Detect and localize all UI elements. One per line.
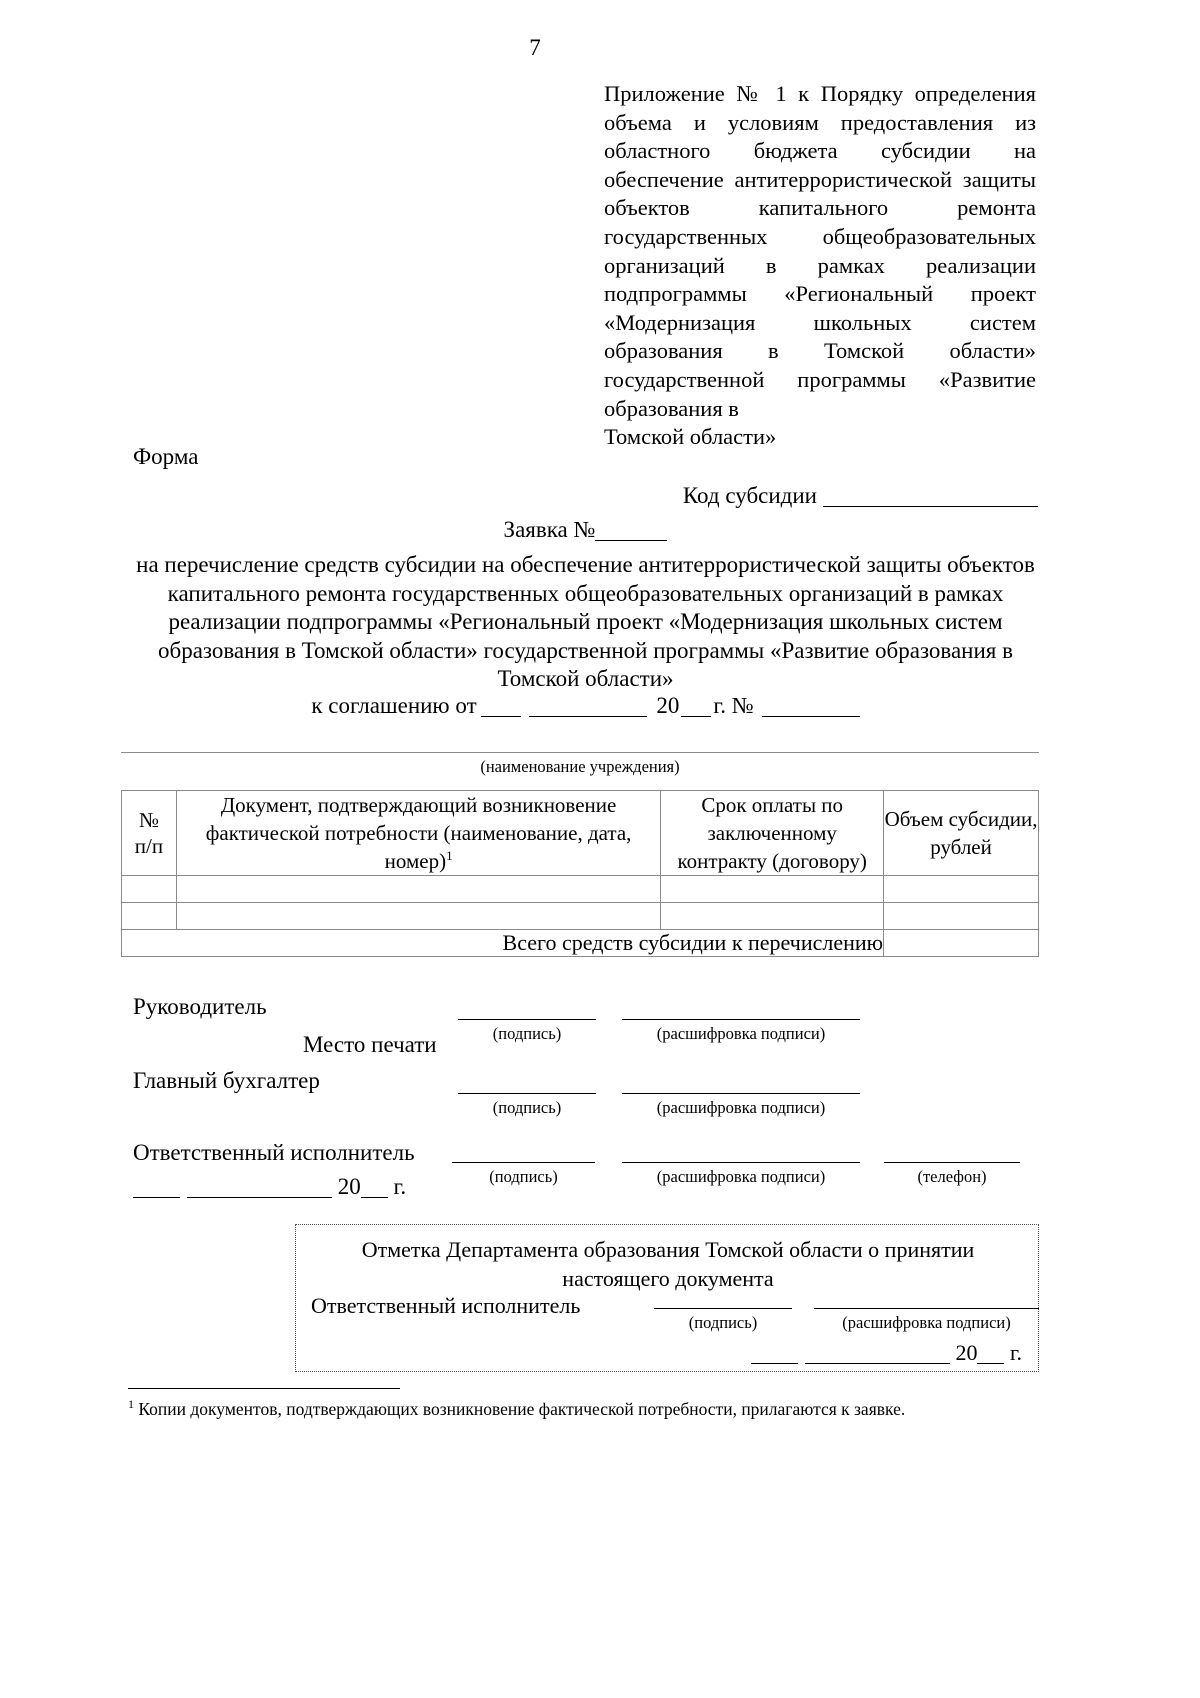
caption-signature: (подпись) [492, 1024, 562, 1043]
caption-transcript: (расшифровка подписи) [656, 1024, 826, 1043]
footnote-marker-icon: 1 [446, 848, 453, 863]
director-signature-input[interactable] [458, 1019, 596, 1020]
form-label: Форма [133, 444, 199, 469]
footnote-text: Копии документов, подтверждающих возникновение фактической потребности, прилагаются к заявке. [134, 1399, 906, 1419]
table-row [122, 903, 1039, 930]
label-chief-accountant: Главный бухгалтер [133, 1068, 320, 1093]
footnote-number: 1 [128, 1397, 134, 1412]
agreement-year-prefix: 20 [656, 693, 680, 718]
department-label-responsible: Ответственный исполнитель [311, 1293, 581, 1318]
appendix-header-lastline: Томской области» [604, 424, 777, 450]
cell-volume[interactable] [884, 876, 1039, 903]
accountant-signature-input[interactable] [458, 1093, 596, 1094]
header-cell-volume: Объем субсидии, рублей [884, 791, 1039, 876]
label-seal-place: Место печати [303, 1032, 437, 1057]
date-year-prefix: 20 [337, 1174, 361, 1199]
cell-document[interactable] [176, 876, 660, 903]
responsible-transcript-input[interactable] [622, 1162, 860, 1163]
department-date-line [751, 1340, 1022, 1366]
cell-number[interactable] [122, 876, 177, 903]
responsible-signature-input[interactable] [452, 1162, 595, 1163]
application-number-input[interactable] [595, 540, 667, 541]
caption-signature: (подпись) [489, 1167, 558, 1186]
caption-phone: (телефон) [917, 1167, 987, 1186]
caption-transcript: (расшифровка подписи) [656, 1098, 826, 1117]
date-year-input[interactable] [361, 1197, 388, 1198]
total-label: Всего средств субсидии к перечислению [122, 930, 884, 957]
date-day-input[interactable] [133, 1197, 180, 1198]
header-number-line2: п/п [134, 834, 164, 858]
caption-signature: (подпись) [688, 1313, 758, 1332]
department-signature-input[interactable] [654, 1308, 792, 1309]
date-month-input[interactable] [187, 1197, 332, 1198]
appendix-header-text: Приложение № 1 к Порядку определения объема и условиям предоставления из областного бюджета субсидии на обеспечение антитеррористической защиты объектов капитального ремонта государственных общеобразовательных организаций в рамках реализации подпрограммы «Региональный проект «Модернизация школьных систем образования в Томской области» государственной программы «Развитие образования в [604, 81, 1036, 421]
total-value[interactable] [884, 930, 1039, 957]
footnote-separator [128, 1388, 400, 1389]
subsidy-table [121, 790, 1039, 957]
agreement-line [133, 693, 1038, 719]
label-responsible-executor: Ответственный исполнитель [133, 1140, 415, 1165]
date-year-suffix: г. [393, 1174, 407, 1199]
department-title-line1: Отметка Департамента образования Томской области о принятии [361, 1237, 975, 1262]
application-number-row [133, 517, 1038, 543]
subsidy-code-label: Код субсидии [682, 483, 817, 508]
caption-transcript: (расшифровка подписи) [842, 1313, 1011, 1332]
accountant-transcript-input[interactable] [622, 1093, 860, 1094]
table-header-row [122, 791, 1039, 876]
header-number-line1: № [138, 808, 159, 832]
institution-name-input[interactable] [121, 752, 1039, 753]
header-document-text: Документ, подтверждающий возникновение фактической потребности (наименование, дата, номер) [205, 793, 632, 873]
agreement-year-suffix: г. № [713, 693, 754, 718]
department-acceptance-box [295, 1224, 1039, 1372]
header-cell-number [122, 791, 177, 876]
caption-signature: (подпись) [492, 1098, 562, 1117]
agreement-month-input[interactable] [529, 716, 647, 717]
department-title-line2: настоящего документа [562, 1266, 774, 1291]
agreement-year-input[interactable] [681, 716, 711, 717]
subsidy-code-row [133, 483, 1038, 509]
subsidy-code-input[interactable] [823, 506, 1038, 507]
application-number-label: Заявка № [503, 517, 596, 542]
department-date-month-input[interactable] [805, 1363, 950, 1364]
department-transcript-input[interactable] [814, 1308, 1039, 1309]
cell-number[interactable] [122, 903, 177, 930]
table-row [122, 876, 1039, 903]
caption-transcript: (расшифровка подписи) [656, 1167, 826, 1186]
department-box-title [312, 1235, 1024, 1293]
department-year-suffix: г. [1009, 1340, 1022, 1365]
cell-volume[interactable] [884, 903, 1039, 930]
label-director: Руководитель [133, 994, 267, 1019]
director-transcript-input[interactable] [622, 1019, 860, 1020]
department-year-prefix: 20 [955, 1340, 978, 1365]
agreement-number-input[interactable] [762, 716, 860, 717]
agreement-day-input[interactable] [481, 716, 521, 717]
appendix-header [604, 80, 1036, 452]
cell-document[interactable] [176, 903, 660, 930]
department-date-year-input[interactable] [977, 1363, 1004, 1364]
document-title: на перечисление средств субсидии на обеспечение антитеррористической защиты объектов капитального ремонта государственных общеобразовательных организаций в рамках реализации подпрограммы «Региональный проект «Модернизация школьных систем образования в Томской области» государственной программы «Развитие образования в Томской области» [136, 552, 1035, 691]
table-total-row [122, 930, 1039, 957]
page-number: 7 [529, 35, 541, 60]
header-cell-term: Срок оплаты по заключенному контракту (договору) [661, 791, 884, 876]
institution-name-caption: (наименование учреждения) [480, 757, 680, 776]
cell-term[interactable] [661, 876, 884, 903]
footnote [128, 1398, 1033, 1420]
header-cell-document [176, 791, 660, 876]
cell-term[interactable] [661, 903, 884, 930]
signature-date-line [133, 1174, 406, 1200]
responsible-phone-input[interactable] [884, 1162, 1020, 1163]
agreement-prefix: к соглашению от [311, 693, 477, 718]
department-date-day-input[interactable] [751, 1363, 798, 1364]
